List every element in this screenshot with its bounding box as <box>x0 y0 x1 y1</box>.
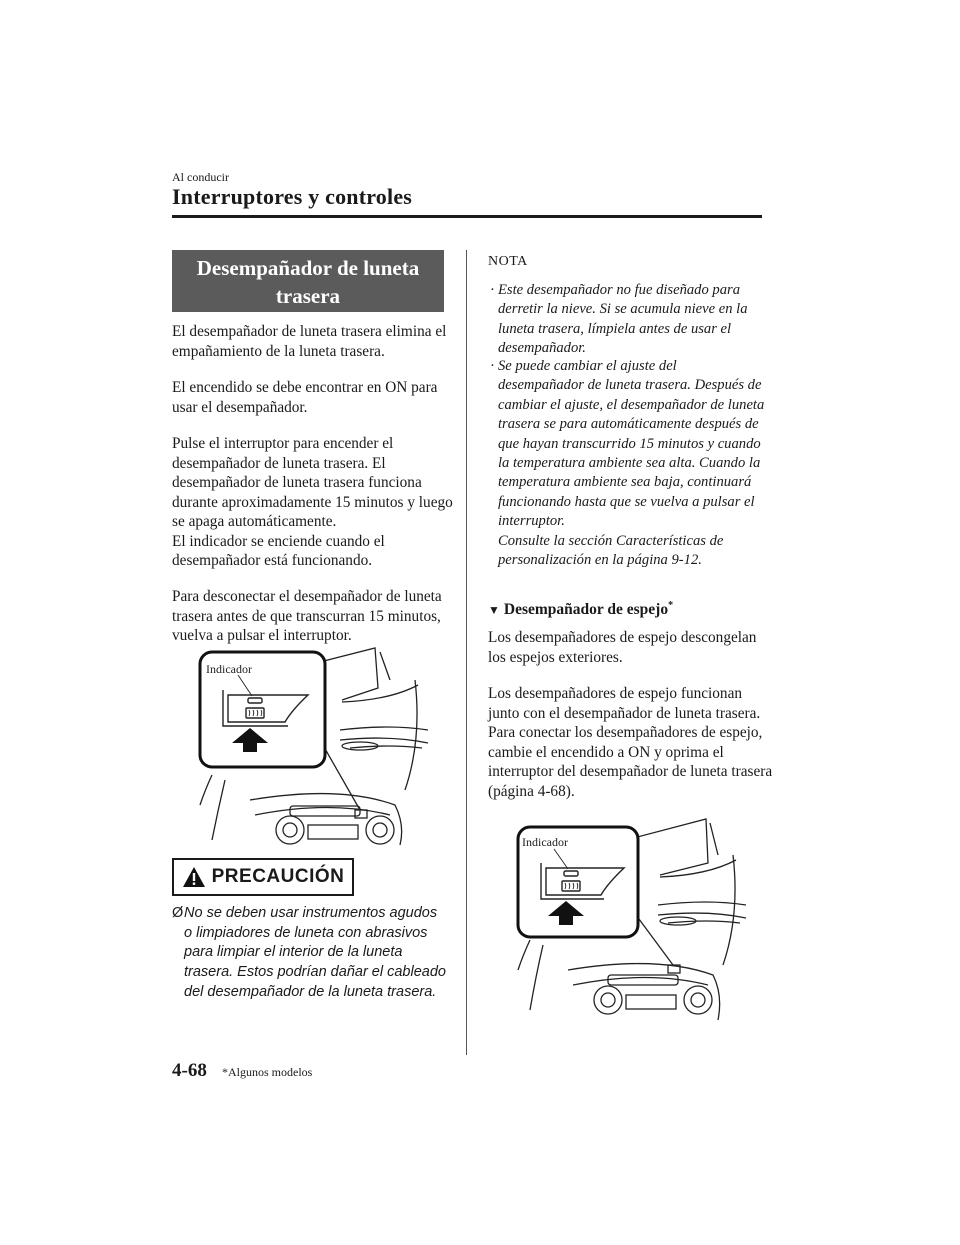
caution-label: PRECAUCIÓN <box>211 866 345 887</box>
chapter-title: Interruptores y controles <box>172 184 413 209</box>
caution-text <box>172 904 447 1003</box>
subsection-title: Desempañador de espejo <box>503 601 669 619</box>
paragraph-intro: El desempañador de luneta trasera elimina el empañamiento de la luneta trasera. <box>172 323 447 360</box>
caution-box <box>172 858 354 896</box>
switch-illustration-right <box>508 815 748 1025</box>
figure-label-left: Indicador <box>206 662 252 676</box>
triangle-down-icon: ▼ <box>488 603 500 618</box>
note-bullet-icon: · <box>490 282 495 298</box>
paragraph-operation-text: Pulse el interruptor para encender el desempañador de luneta trasera. El desempañador de luneta trasera funciona durante aproximadamente 15 minutos y luego se apaga automáticamente. <box>172 435 453 530</box>
figure-label-right: Indicador <box>522 835 568 849</box>
paragraph-mirror-operation <box>488 684 773 801</box>
section-label: Al conducir <box>172 170 229 184</box>
paragraph-indicator-text: El indicador se enciende cuando el desempañador está funcionando. <box>172 532 385 569</box>
paragraph-ignition: El encendido se debe encontrar en ON para usar el desempañador. <box>172 379 438 416</box>
section-title-box <box>172 250 444 312</box>
paragraph-mirror-connect-text: Para conectar los desempañadores de espejo, cambie el encendido a ON y oprima el interruptor del desempañador de luneta trasera (página 4-68). <box>488 724 773 800</box>
header-rule <box>172 215 762 218</box>
optional-model-mark: * <box>668 600 674 611</box>
column-divider <box>466 250 467 1055</box>
paragraph-operation <box>172 434 457 571</box>
caution-body-text: No se deben usar instrumentos agudos o limpiadores de luneta con abrasivos para limpiar el interior de la luneta trasera. Estos podrían dañar el cableado del desempañador de la luneta trasera. <box>184 905 446 1000</box>
paragraph-mirror-operation-text: Los desempañadores de espejo funcionan junto con el desempañador de luneta trasera. <box>488 685 761 722</box>
models-footnote: *Algunos modelos <box>222 1065 313 1079</box>
caution-bullet-icon: Ø <box>172 905 184 921</box>
warning-icon <box>182 866 206 888</box>
section-title-line1: Desempañador de luneta <box>196 256 420 280</box>
note-item-1-text: Este desempañador no fue diseñado para derretir la nieve. Si se acumula nieve en la luneta trasera, límpiela antes de usar el desempañador. <box>498 282 748 357</box>
note-item-1 <box>490 281 765 359</box>
page-number: 4-68 <box>172 1060 207 1081</box>
subsection-heading <box>488 600 673 619</box>
paragraph-mirror-intro: Los desempañadores de espejo descongelan los espejos exteriores. <box>488 629 757 666</box>
paragraph-disconnect: Para desconectar el desempañador de luneta trasera antes de que transcurran 15 minutos, vuelva a pulsar el interruptor. <box>172 588 442 644</box>
note-heading: NOTA <box>488 254 528 269</box>
section-title-line2: trasera <box>275 284 341 308</box>
switch-illustration-left <box>190 640 430 850</box>
note-item-2-reference: Consulte la sección Características de personalización en la página 9-12. <box>498 532 724 569</box>
note-item-2-text: Se puede cambiar el ajuste del desempañador de luneta trasera. Después de cambiar el ajuste, el desempañador de luneta trasera se para automáticamente después de que hayan transcurrido 15 minutos y cuando la temperatura ambiente sea alta. Cuando la temperatura ambiente sea baja, continuará funcionando hasta que se vuelva a pulsar el interruptor. <box>498 358 765 530</box>
note-bullet-icon: · <box>490 358 495 374</box>
note-item-2 <box>490 357 765 570</box>
